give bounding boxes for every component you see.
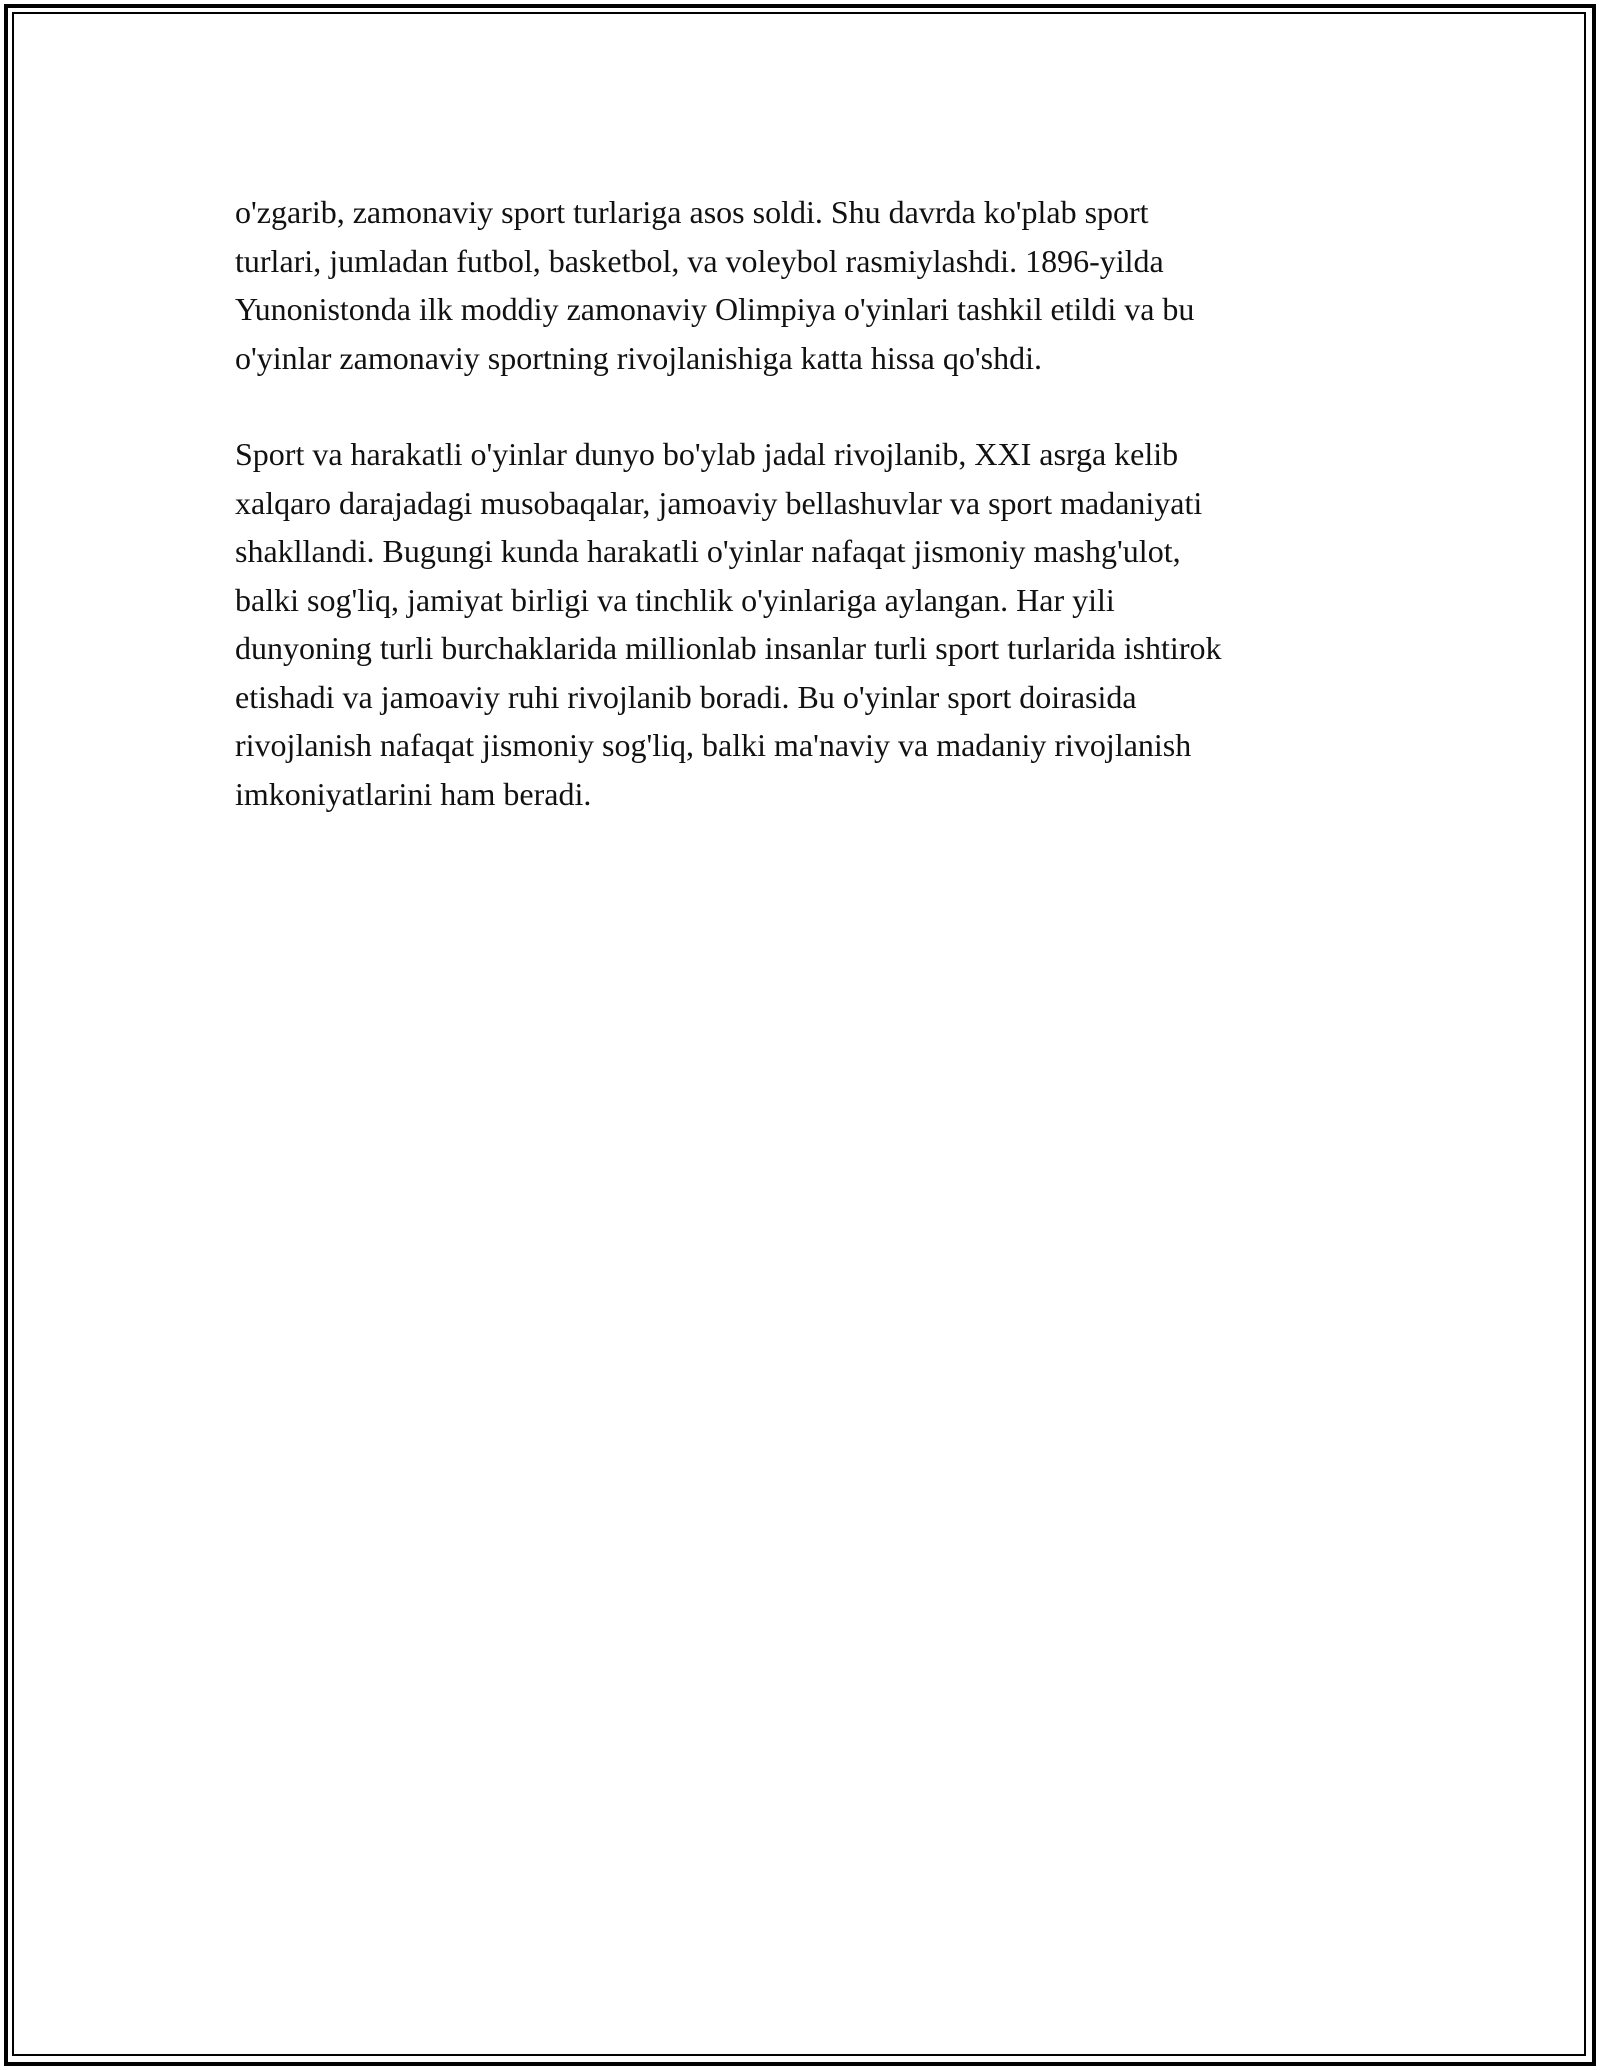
document-body: [235, 188, 1385, 866]
text-line: Yunonistonda ilk moddiy zamonaviy Olimpiya o'yinlari tashkil etildi va bu: [235, 291, 1195, 327]
text-line: xalqaro darajadagi musobaqalar, jamoaviy bellashuvlar va sport madaniyati: [235, 484, 1203, 521]
text-line: etishadi va jamoaviy ruhi rivojlanib boradi. Bu o'yinlar sport doirasida: [235, 678, 1137, 715]
text-line: o'zgarib, zamonaviy sport turlariga asos soldi. Shu davrda ko'plab sport: [235, 194, 1149, 230]
paragraph-2: [235, 430, 1385, 818]
text-line: rivojlanish nafaqat jismoniy sog'liq, balki ma'naviy va madaniy rivojlanish: [235, 727, 1192, 763]
text-line: shakllandi. Bugungi kunda harakatli o'yinlar nafaqat jismoniy mashg'ulot,: [235, 533, 1181, 569]
paragraph-1: [235, 188, 1385, 382]
text-line: dunyoning turli burchaklarida millionlab insanlar turli sport turlarida ishtirok: [235, 630, 1222, 666]
text-line: balki sog'liq, jamiyat birligi va tinchlik o'yinlariga aylangan. Har yili: [235, 581, 1115, 618]
text-line: Sport va harakatli o'yinlar dunyo bo'ylab jadal rivojlanib, XXI asrga kelib: [235, 436, 1179, 472]
text-line: imkoniyatlarini ham beradi.: [235, 775, 592, 812]
text-line: turlari, jumladan futbol, basketbol, va voleybol rasmiylashdi. 1896-yilda: [235, 242, 1164, 279]
text-line: o'yinlar zamonaviy sportning rivojlanishiga katta hissa qo'shdi.: [235, 339, 1042, 376]
